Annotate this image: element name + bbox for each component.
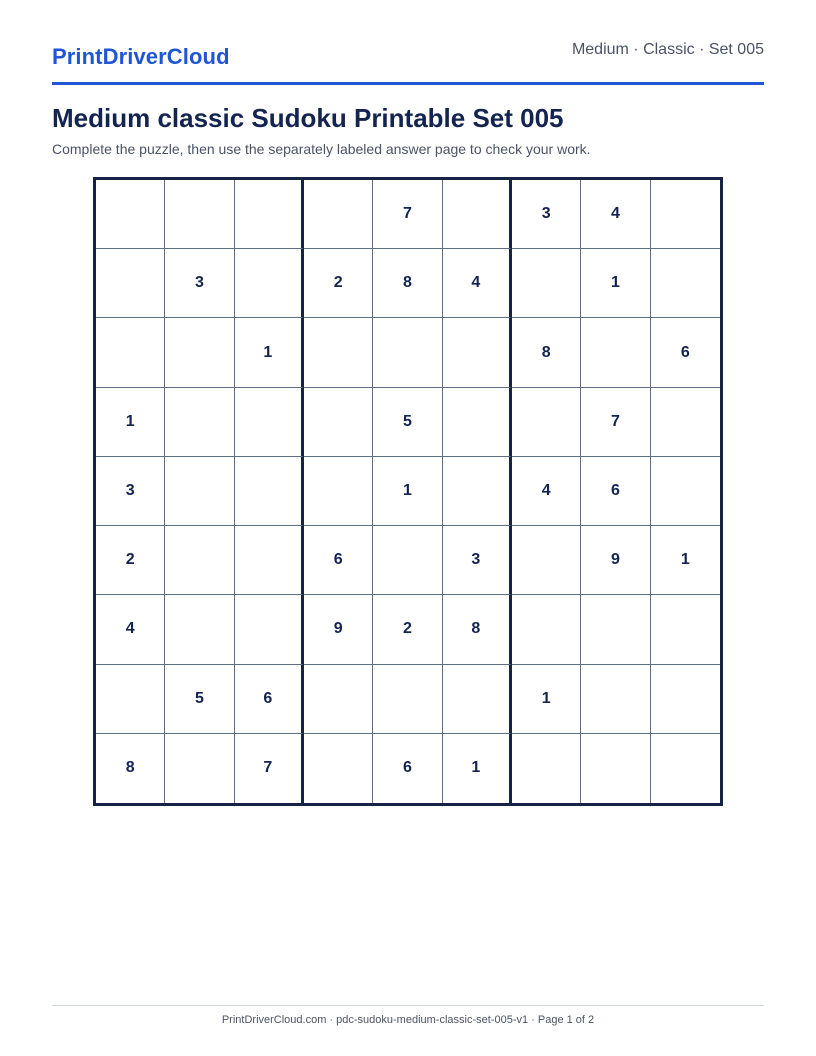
sudoku-cell-r5-c5[interactable]: 1 xyxy=(373,457,442,526)
sudoku-cell-r2-c9[interactable] xyxy=(651,249,720,318)
sudoku-cell-r1-c5[interactable]: 7 xyxy=(373,180,442,249)
sudoku-cell-r4-c7[interactable] xyxy=(512,388,581,457)
sudoku-cell-r7-c9[interactable] xyxy=(651,595,720,664)
sudoku-cell-r3-c8[interactable] xyxy=(581,318,650,387)
sudoku-cell-r9-c8[interactable] xyxy=(581,734,650,803)
sudoku-cell-r6-c4[interactable]: 6 xyxy=(304,526,373,595)
sudoku-cell-r3-c7[interactable]: 8 xyxy=(512,318,581,387)
sudoku-cell-r9-c5[interactable]: 6 xyxy=(373,734,442,803)
sudoku-cell-r8-c4[interactable] xyxy=(304,665,373,734)
sudoku-cell-r1-c2[interactable] xyxy=(165,180,234,249)
sudoku-cell-r8-c5[interactable] xyxy=(373,665,442,734)
sudoku-cell-r2-c5[interactable]: 8 xyxy=(373,249,442,318)
sudoku-cell-r4-c3[interactable] xyxy=(235,388,304,457)
sudoku-cell-r4-c4[interactable] xyxy=(304,388,373,457)
sudoku-cell-r1-c4[interactable] xyxy=(304,180,373,249)
sudoku-cell-r7-c2[interactable] xyxy=(165,595,234,664)
sudoku-cell-r1-c6[interactable] xyxy=(443,180,512,249)
sudoku-cell-r2-c1[interactable] xyxy=(96,249,165,318)
sudoku-cell-r6-c3[interactable] xyxy=(235,526,304,595)
sudoku-cell-r5-c3[interactable] xyxy=(235,457,304,526)
sudoku-cell-r6-c1[interactable]: 2 xyxy=(96,526,165,595)
sudoku-cell-r9-c9[interactable] xyxy=(651,734,720,803)
sudoku-cell-r2-c8[interactable]: 1 xyxy=(581,249,650,318)
sudoku-cell-r9-c3[interactable]: 7 xyxy=(235,734,304,803)
sudoku-cell-r2-c2[interactable]: 3 xyxy=(165,249,234,318)
sudoku-grid xyxy=(93,177,723,806)
puzzle-meta: Medium · Classic · Set 005 xyxy=(571,41,764,58)
sudoku-cell-r5-c7[interactable]: 4 xyxy=(512,457,581,526)
sudoku-cell-r9-c6[interactable]: 1 xyxy=(443,734,512,803)
sudoku-cell-r1-c3[interactable] xyxy=(235,180,304,249)
sudoku-cell-r7-c6[interactable]: 8 xyxy=(443,595,512,664)
page-title: Medium classic Sudoku Printable Set 005 xyxy=(52,103,564,133)
sudoku-cell-r5-c1[interactable]: 3 xyxy=(96,457,165,526)
sudoku-cell-r7-c4[interactable]: 9 xyxy=(304,595,373,664)
sudoku-cell-r3-c6[interactable] xyxy=(443,318,512,387)
sudoku-cell-r6-c9[interactable]: 1 xyxy=(651,526,720,595)
sudoku-cell-r9-c7[interactable] xyxy=(512,734,581,803)
sudoku-cell-r1-c8[interactable]: 4 xyxy=(581,180,650,249)
brand-logo: PrintDriverCloud xyxy=(52,44,230,69)
sudoku-cell-r7-c1[interactable]: 4 xyxy=(96,595,165,664)
sudoku-cell-r4-c6[interactable] xyxy=(443,388,512,457)
page-footer: PrintDriverCloud.com · pdc-sudoku-medium-classic-set-005-v1 · Page 1 of 2 xyxy=(221,1014,595,1026)
sudoku-cell-r2-c7[interactable] xyxy=(512,249,581,318)
sudoku-cell-r5-c4[interactable] xyxy=(304,457,373,526)
sudoku-cell-r8-c2[interactable]: 5 xyxy=(165,665,234,734)
sudoku-cell-r4-c5[interactable]: 5 xyxy=(373,388,442,457)
sudoku-cell-r7-c3[interactable] xyxy=(235,595,304,664)
sudoku-cell-r6-c8[interactable]: 9 xyxy=(581,526,650,595)
sudoku-cell-r8-c1[interactable] xyxy=(96,665,165,734)
sudoku-cell-r1-c7[interactable]: 3 xyxy=(512,180,581,249)
sudoku-cell-r8-c3[interactable]: 6 xyxy=(235,665,304,734)
sudoku-cell-r9-c4[interactable] xyxy=(304,734,373,803)
sudoku-cell-r6-c7[interactable] xyxy=(512,526,581,595)
sudoku-cell-r9-c1[interactable]: 8 xyxy=(96,734,165,803)
sudoku-cell-r7-c7[interactable] xyxy=(512,595,581,664)
sudoku-cell-r2-c4[interactable]: 2 xyxy=(304,249,373,318)
sudoku-cell-r6-c2[interactable] xyxy=(165,526,234,595)
sudoku-cell-r3-c4[interactable] xyxy=(304,318,373,387)
sudoku-cell-r8-c8[interactable] xyxy=(581,665,650,734)
sudoku-cell-r2-c3[interactable] xyxy=(235,249,304,318)
sudoku-cell-r3-c5[interactable] xyxy=(373,318,442,387)
sudoku-cell-r3-c1[interactable] xyxy=(96,318,165,387)
sudoku-cell-r8-c7[interactable]: 1 xyxy=(512,665,581,734)
sudoku-cell-r9-c2[interactable] xyxy=(165,734,234,803)
sudoku-cell-r8-c9[interactable] xyxy=(651,665,720,734)
sudoku-cell-r5-c2[interactable] xyxy=(165,457,234,526)
sudoku-cell-r4-c2[interactable] xyxy=(165,388,234,457)
sudoku-cell-r5-c6[interactable] xyxy=(443,457,512,526)
sudoku-cell-r3-c2[interactable] xyxy=(165,318,234,387)
sudoku-cell-r1-c9[interactable] xyxy=(651,180,720,249)
sudoku-cell-r5-c8[interactable]: 6 xyxy=(581,457,650,526)
sudoku-cell-r4-c9[interactable] xyxy=(651,388,720,457)
sudoku-cell-r3-c9[interactable]: 6 xyxy=(651,318,720,387)
sudoku-cell-r7-c5[interactable]: 2 xyxy=(373,595,442,664)
sudoku-cell-r1-c1[interactable] xyxy=(96,180,165,249)
footer-divider xyxy=(52,1005,764,1006)
sudoku-cell-r4-c8[interactable]: 7 xyxy=(581,388,650,457)
sudoku-cell-r3-c3[interactable]: 1 xyxy=(235,318,304,387)
sudoku-cell-r2-c6[interactable]: 4 xyxy=(443,249,512,318)
header-divider xyxy=(52,82,764,85)
page-subtitle: Complete the puzzle, then use the separately labeled answer page to check your work. xyxy=(52,141,591,157)
sudoku-cell-r7-c8[interactable] xyxy=(581,595,650,664)
sudoku-cell-r6-c6[interactable]: 3 xyxy=(443,526,512,595)
sudoku-cell-r6-c5[interactable] xyxy=(373,526,442,595)
sudoku-cell-r4-c1[interactable]: 1 xyxy=(96,388,165,457)
sudoku-cell-r5-c9[interactable] xyxy=(651,457,720,526)
sudoku-cell-r8-c6[interactable] xyxy=(443,665,512,734)
